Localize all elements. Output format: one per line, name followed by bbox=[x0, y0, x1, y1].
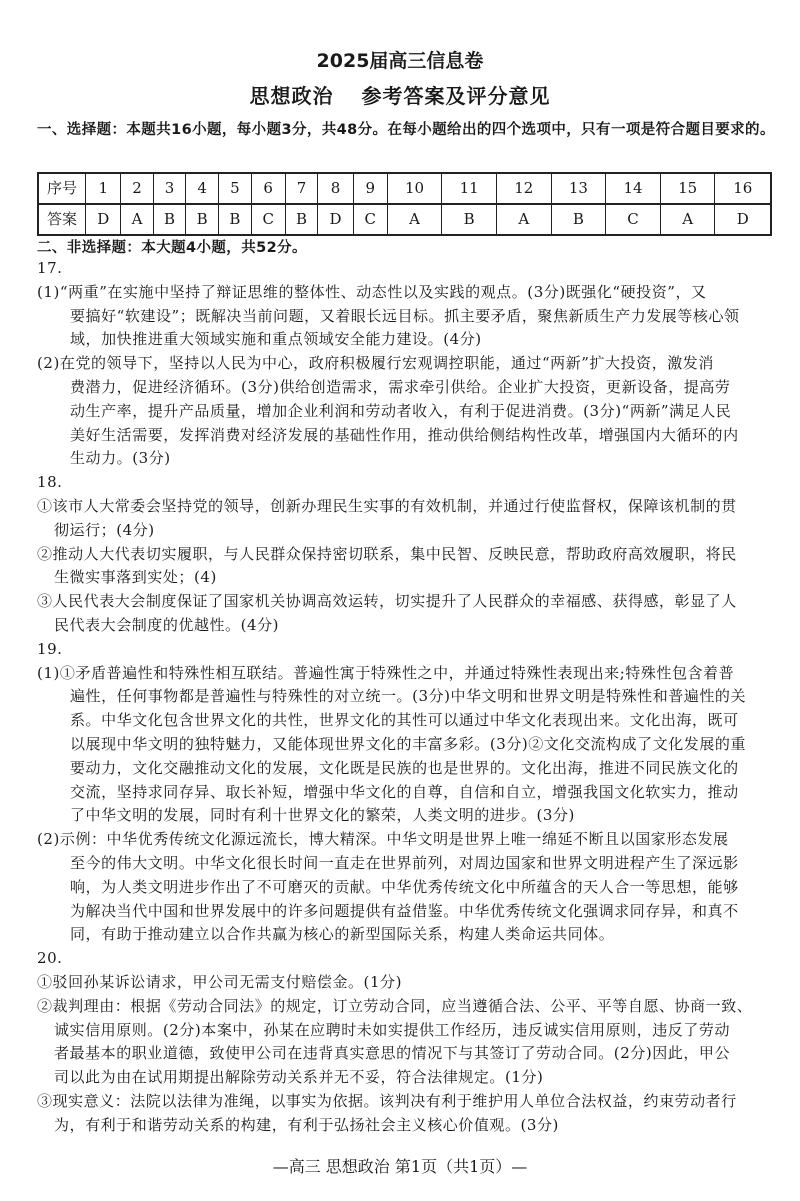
answer-paragraph bbox=[37, 590, 777, 638]
text-line: 同，有助于推动建立以合作共赢为核心的新型国际关系，构建人类命运共同体。 bbox=[70, 925, 615, 944]
answer-cell: B bbox=[285, 204, 318, 235]
text-line: 为，有利于和谐劳动关系的构建，有利于弘扬社会主义核心价值观。(3分) bbox=[54, 1115, 559, 1134]
answer-body bbox=[37, 257, 777, 1137]
text-line: 诚实信用原则。(2分)本案中，孙某在应聘时未如实提供工作经历，违反诚实信用原则，违反了劳动 bbox=[54, 1020, 731, 1039]
text-line: 了中华文明的发展，同时有利十世界文化的繁荣，人类文明的进步。(3分) bbox=[70, 806, 575, 825]
answer-row bbox=[38, 204, 771, 235]
text-line: 生微实事落到实处；(4) bbox=[54, 568, 217, 587]
answer-cell: B bbox=[153, 204, 186, 235]
question-number-cell: 1 bbox=[86, 173, 121, 204]
page-footer: —高三 思想政治 第1页（共1页）— bbox=[272, 1157, 528, 1176]
answer-paragraph bbox=[37, 995, 777, 1090]
text-line: 生动力。(3分) bbox=[70, 449, 171, 468]
text-line: 动生产率，提升产品质量，增加企业利润和劳动者收入，有利于促进消费。(3分)“两新”满足人民 bbox=[70, 401, 732, 420]
text-line: 要动力，文化交融推动文化的发展，文化既是民族的也是世界的。文化出海，推进不同民族文化的 bbox=[70, 758, 739, 777]
question-number-cell: 7 bbox=[285, 173, 318, 204]
text-line: (1)“两重”在实施中坚持了辩证思维的整体性、动态性以及实践的观点。(3分)既强化“硬投资”，又 bbox=[37, 282, 707, 301]
question-number: 18. bbox=[37, 473, 63, 492]
answer-paragraph bbox=[37, 971, 777, 995]
answer-cell: B bbox=[186, 204, 219, 235]
question-number-cell: 3 bbox=[153, 173, 186, 204]
text-line: ③人民代表大会制度保证了国家机关协调高效运转，切实提升了人民群众的幸福感、获得感，彰显了人 bbox=[37, 592, 737, 611]
answer-cell: A bbox=[496, 204, 551, 235]
text-line: 为解决当代中国和世界发展中的许多问题提供有益借鉴。中华优秀传统文化强调求同存异，和真不 bbox=[70, 901, 739, 920]
answer-paragraph bbox=[37, 352, 777, 471]
text-line: 以展现中华文明的独特魅力，又能体现世界文化的丰富多彩。(3分)②文化交流构成了文化发展的重 bbox=[70, 734, 747, 753]
text-line: 司以此为由在试用期提出解除劳动关系并无不妥，符合法律规定。(1分) bbox=[54, 1068, 544, 1087]
document-subtitle bbox=[0, 82, 800, 110]
answer-paragraph bbox=[37, 828, 777, 947]
text-line: 交流，坚持求同存异、取长补短，增强中华文化的自尊，自信和自立，增强我国文化软实力，推动 bbox=[70, 782, 739, 801]
answer-cell: C bbox=[353, 204, 387, 235]
question-number-cell: 6 bbox=[251, 173, 285, 204]
answer-cell: A bbox=[660, 204, 715, 235]
answer-cell: C bbox=[251, 204, 285, 235]
text-line: ①驳回孙某诉讼请求，甲公司无需支付赔偿金。(1分) bbox=[37, 972, 402, 991]
answer-cell: B bbox=[551, 204, 606, 235]
section-1-heading: 一、选择题：本题共16小题，每小题3分，共48分。在每小题给出的四个选项中，只有一项是符合题目要求的。 bbox=[37, 122, 775, 138]
question-number-cell: 2 bbox=[121, 173, 153, 204]
question-number-cell: 15 bbox=[660, 173, 715, 204]
question-block bbox=[37, 947, 777, 1137]
question-number: 17. bbox=[37, 259, 63, 277]
answer-paragraph bbox=[37, 1090, 777, 1138]
question-block bbox=[37, 471, 777, 638]
text-line: (2)示例：中华优秀传统文化源远流长，博大精深。中华文明是世界上唯一绵延不断且以国家形态发展 bbox=[37, 830, 729, 849]
answer-cell: A bbox=[387, 204, 442, 235]
question-number-cell: 9 bbox=[353, 173, 387, 204]
question-block bbox=[37, 638, 777, 947]
text-line: 域，加快推进重大领域实施和重点领域安全能力建设。(4分) bbox=[70, 330, 482, 349]
text-line: 至今的伟大文明。中华文化很长时间一直走在世界前列，对周边国家和世界文明进程产生了深远影 bbox=[70, 853, 739, 872]
answer-cell: B bbox=[219, 204, 252, 235]
document-title: 2025届高三信息卷 bbox=[316, 50, 484, 72]
text-line: ③现实意义：法院以法律为准绳，以事实为依据。该判决有利于维护用人单位合法权益，约束劳动者行 bbox=[37, 1091, 737, 1110]
text-line: 遍性，任何事物都是普遍性与特殊性的对立统一。(3分)中华文明和世界文明是特殊性和普遍性的关 bbox=[70, 687, 747, 706]
text-line: 美好生活需要，发挥消费对经济发展的基础性作用，推动供给侧结构性改革，增强国内大循环的内 bbox=[70, 425, 739, 444]
answer-cell: D bbox=[318, 204, 353, 235]
text-line: 响，为人类文明进步作出了不可磨灭的贡献。中华优秀传统文化中所蕴含的天人合一等思想，能够 bbox=[70, 877, 739, 896]
question-number-cell: 11 bbox=[442, 173, 497, 204]
answer-cell: B bbox=[442, 204, 497, 235]
answer-cell: C bbox=[606, 204, 661, 235]
row-label: 序号 bbox=[38, 173, 86, 204]
answer-cell: D bbox=[86, 204, 121, 235]
text-line: (2)在党的领导下，坚持以人民为中心，政府积极履行宏观调控职能，通过“两新”扩大投资，激发消 bbox=[37, 354, 714, 373]
row-label: 答案 bbox=[38, 204, 86, 235]
question-number-cell: 14 bbox=[606, 173, 661, 204]
text-line: (1)①矛盾普遍性和特殊性相互联结。普遍性寓于特殊性之中，并通过特殊性表现出来;特殊性包含着普 bbox=[37, 663, 735, 682]
question-number: 20. bbox=[37, 949, 63, 968]
answer-paragraph bbox=[37, 543, 777, 591]
text-line: 民代表大会制度的优越性。(4分) bbox=[54, 615, 280, 634]
question-number-cell: 12 bbox=[496, 173, 551, 204]
text-line: 者最基本的职业道德，致使甲公司在违背真实意思的情况下与其签订了劳动合同。(2分)因此，甲公 bbox=[54, 1044, 731, 1063]
answer-table bbox=[37, 172, 772, 236]
question-number-cell: 16 bbox=[715, 173, 771, 204]
number-row bbox=[38, 173, 771, 204]
answer-paragraph bbox=[37, 495, 777, 543]
answer-paragraph bbox=[37, 281, 777, 352]
question-block bbox=[37, 257, 777, 471]
text-line: 要搞好“软建设”；既解决当前问题，又着眼长远目标。抓主要矛盾，聚焦新质生产力发展等核心领 bbox=[70, 306, 740, 325]
subject-label: 思想政治 bbox=[249, 84, 334, 108]
text-line: ②推动人大代表切实履职，与人民群众保持密切联系，集中民智、反映民意，帮助政府高效履职，将民 bbox=[37, 544, 737, 563]
answer-cell: A bbox=[121, 204, 153, 235]
text-line: 费潜力，促进经济循环。(3分)供给创造需求，需求牵引供给。企业扩大投资，更新设备，提高劳 bbox=[70, 377, 731, 396]
question-number-cell: 8 bbox=[318, 173, 353, 204]
text-line: ①该市人大常委会坚持党的领导，创新办理民生实事的有效机制，并通过行使监督权，保障该机制的贯 bbox=[37, 496, 737, 515]
answer-cell: D bbox=[715, 204, 771, 235]
text-line: 系。中华文化包含世界文化的共性，世界文化的其性可以通过中华文化表现出来。文化出海，既可 bbox=[70, 711, 739, 730]
doc-type-label: 参考答案及评分意见 bbox=[361, 84, 551, 108]
question-number-cell: 13 bbox=[551, 173, 606, 204]
text-line: 彻运行；(4分) bbox=[54, 520, 155, 539]
question-number: 19. bbox=[37, 639, 63, 658]
text-line: ②裁判理由：根据《劳动合同法》的规定，订立劳动合同，应当遵循合法、公平、平等自愿、协商一致、 bbox=[37, 996, 753, 1015]
question-number-cell: 5 bbox=[219, 173, 252, 204]
question-number-cell: 10 bbox=[387, 173, 442, 204]
question-number-cell: 4 bbox=[186, 173, 219, 204]
section-2-heading: 二、非选择题：本大题4小题，共52分。 bbox=[37, 240, 307, 256]
answer-paragraph bbox=[37, 662, 777, 829]
